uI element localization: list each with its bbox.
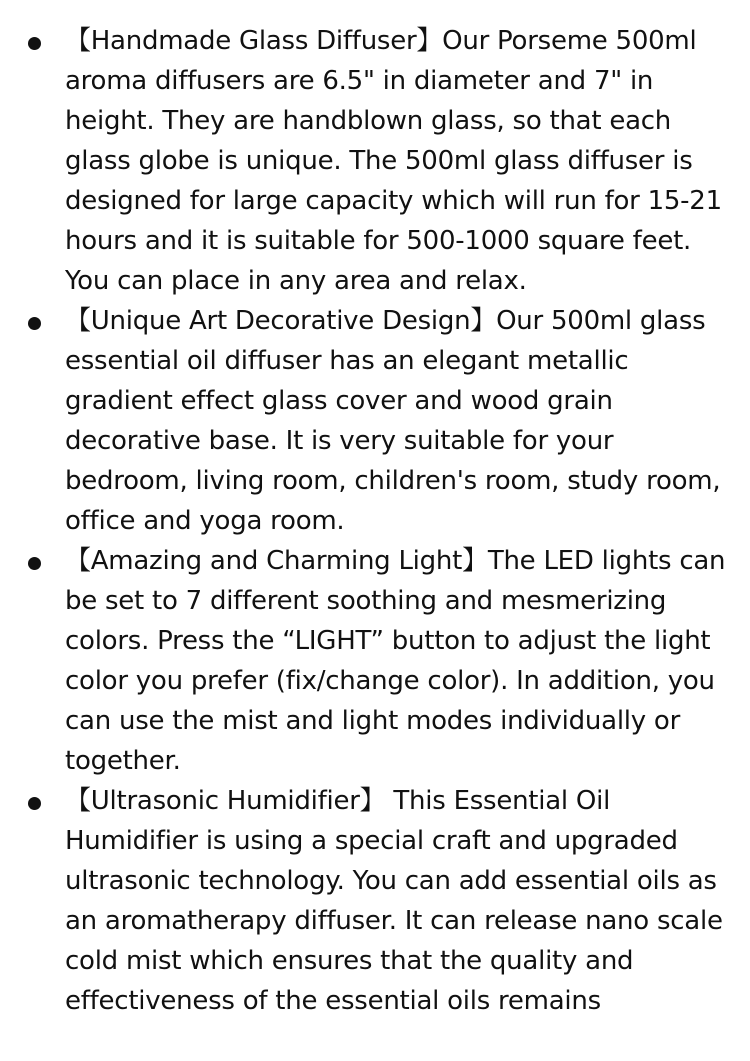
- bullet-dot-icon: [28, 557, 41, 570]
- feature-bullet-charming-light: [0, 541, 750, 781]
- feature-text: 【Amazing and Charming Light】The LED lights can be set to 7 different soothing and mesmerizing colors. Press the “LIGHT” button to adjust the light color you prefer (fix/change color). In addition, you can use the mist and light modes individually or together.: [65, 546, 726, 776]
- feature-text: 【Handmade Glass Diffuser】Our Porseme 500ml aroma diffusers are 6.5" in diameter and 7" in height. They are handblown glass, so that each glass globe is unique. The 500ml glass diffuser is designed for large capacity which will run for 15-21 hours and it is suitable for 500-1000 square feet. You can place in any area and relax.: [65, 26, 722, 296]
- product-feature-list: [0, 21, 750, 1021]
- bullet-dot-icon: [28, 797, 41, 810]
- feature-text: 【Unique Art Decorative Design】Our 500ml glass essential oil diffuser has an elegant metallic gradient effect glass cover and wood grain decorative base. It is very suitable for your bedroom, living room, children's room, study room, office and yoga room.: [65, 306, 721, 536]
- feature-bullet-handmade-glass: [0, 21, 750, 301]
- feature-bullet-decorative-design: [0, 301, 750, 541]
- feature-bullet-ultrasonic-humidifier: [0, 781, 750, 1021]
- bullet-dot-icon: [28, 37, 41, 50]
- bullet-dot-icon: [28, 317, 41, 330]
- feature-text: 【Ultrasonic Humidifier】 This Essential Oil Humidifier is using a special craft and upgraded ultrasonic technology. You can add essential oils as an aromatherapy diffuser. It can release nano scale cold mist which ensures that the quality and effectiveness of the essential oils remains: [65, 786, 723, 1016]
